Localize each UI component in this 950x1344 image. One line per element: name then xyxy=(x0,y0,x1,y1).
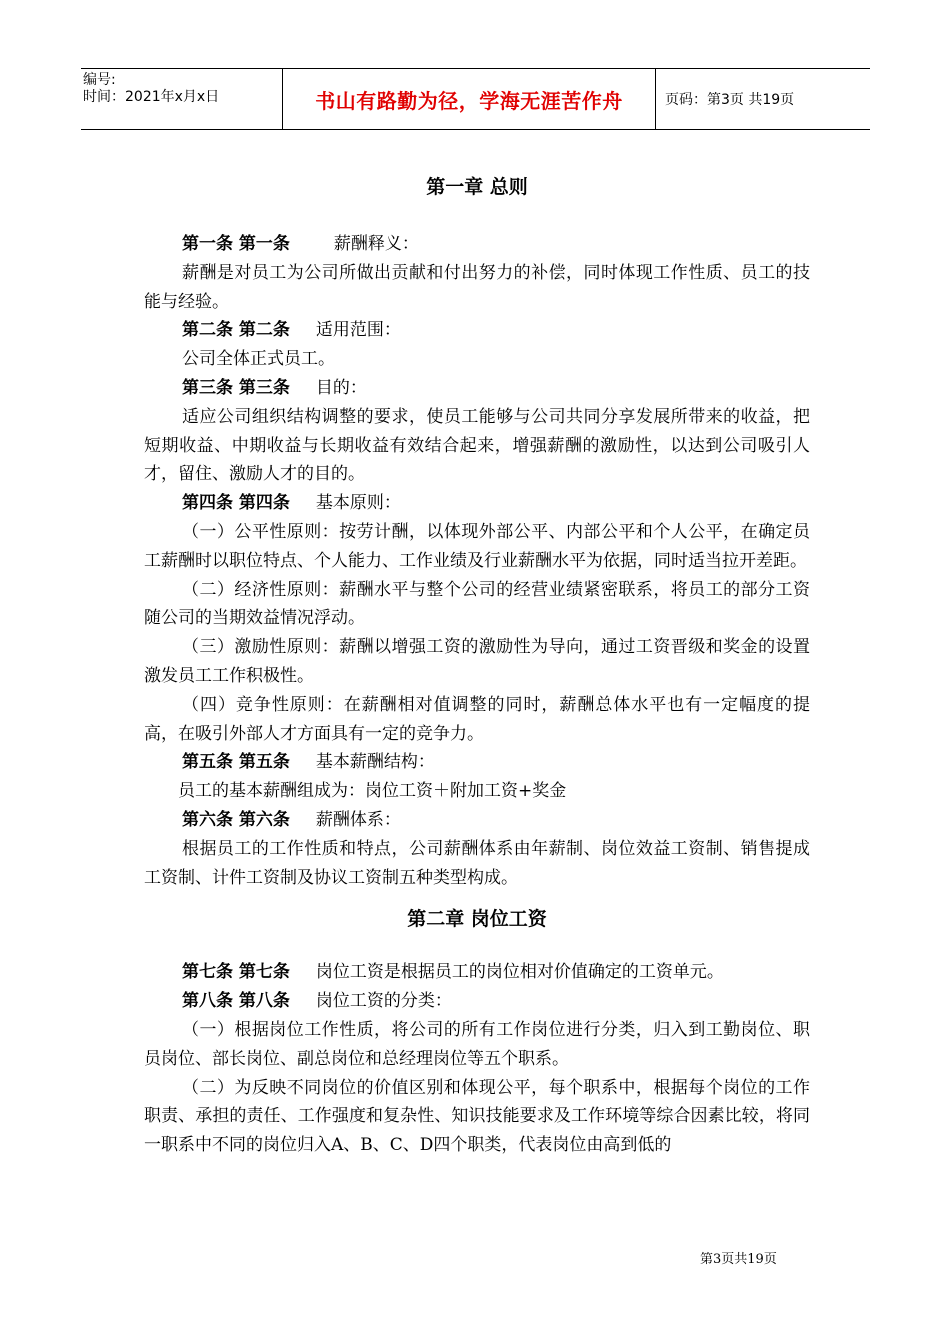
article-body: 薪酬是对员工为公司所做出贡献和付出努力的补偿，同时体现工作性质、员工的技能与经验。 xyxy=(144,262,810,312)
article-heading xyxy=(144,958,810,987)
article-label: 第三条 第三条 xyxy=(182,377,290,398)
principle-item: （一）公平性原则：按劳计酬，以体现外部公平、内部公平和个人公平，在确定员工薪酬时以职位特点、个人能力、工作业绩及行业薪酬水平为依据，同时适当拉开差距。 xyxy=(144,521,810,571)
article-heading-text: 适用范围： xyxy=(315,320,401,341)
article-heading xyxy=(144,316,810,345)
article-heading xyxy=(144,489,810,518)
principle-item: （二）经济性原则：薪酬水平与整个公司的经营业绩紧密联系，将员工的部分工资随公司的当期效益情况浮动。 xyxy=(144,579,810,629)
article-label: 第一条 第一条 xyxy=(182,234,290,254)
page-footer: 第3页共19页 xyxy=(700,1252,777,1267)
header-meta xyxy=(81,69,282,129)
article-heading xyxy=(144,748,810,777)
article-label: 第二条 第二条 xyxy=(182,320,290,341)
principle-item: （三）激励性原则：薪酬以增强工资的激励性为导向，通过工资晋级和奖金的设置激发员工工作积极性。 xyxy=(144,637,810,686)
page-header xyxy=(81,68,870,130)
article-heading-text: 薪酬体系： xyxy=(315,809,401,830)
principle-item: （四）竞争性原则：在薪酬相对值调整的同时，薪酬总体水平也有一定幅度的提高，在吸引外部人才方面具有一定的竞争力。 xyxy=(144,694,810,744)
article-label: 第四条 第四条 xyxy=(182,493,290,514)
article-heading xyxy=(144,374,810,403)
article-label: 第八条 第八条 xyxy=(182,991,290,1012)
document-body xyxy=(144,170,810,1160)
header-motto: 书山有路勤为径，学海无涯苦作舟 xyxy=(315,88,623,113)
article-body: 根据员工的工作性质和特点，公司薪酬体系由年薪制、岗位效益工资制、销售提成工资制、计件工资制及协议工资制五种类型构成。 xyxy=(144,838,810,888)
classification-item: （二）为反映不同岗位的价值区别和体现公平，每个职系中，根据每个岗位的工作职责、承担的责任、工作强度和复杂性、知识技能要求及工作环境等综合因素比较，将同一职系中不同的岗位归入A、B、C、D四个职类，代表岗位由高到低的 xyxy=(144,1077,810,1156)
article-label: 第六条 第六条 xyxy=(182,809,290,830)
article-heading xyxy=(144,987,810,1016)
article-heading xyxy=(144,230,810,259)
header-page-info: 页码：第3页 共19页 xyxy=(665,92,795,108)
article-body: 适应公司组织结构调整的要求，使员工能够与公司共同分享发展所带来的收益，把短期收益、中期收益与长期收益有效结合起来，增强薪酬的激励性，以达到公司吸引人才，留住、激励人才的目的。 xyxy=(144,406,810,485)
time-label: 时间：2021年x月x日 xyxy=(83,89,220,105)
article-heading-text: 基本薪酬结构： xyxy=(315,752,435,773)
article-body: 员工的基本薪酬组成为：岗位工资＋附加工资+奖金 xyxy=(178,781,567,802)
article-heading-text: 岗位工资是根据员工的岗位相对价值确定的工资单元。 xyxy=(315,962,724,983)
classification-item: （一）根据岗位工作性质，将公司的所有工作岗位进行分类，归入到工勤岗位、职员岗位、部长岗位、副总岗位和总经理岗位等五个职系。 xyxy=(144,1019,810,1069)
article-heading-text: 基本原则： xyxy=(315,493,401,514)
article-heading-text: 岗位工资的分类： xyxy=(315,991,452,1012)
article-heading-text: 薪酬释义： xyxy=(333,234,419,254)
chapter-title: 第二章 岗位工资 xyxy=(407,908,547,931)
article-heading-text: 目的： xyxy=(315,377,367,398)
article-body: 公司全体正式员工。 xyxy=(182,349,335,370)
article-heading xyxy=(144,806,810,835)
header-motto-cell xyxy=(282,69,656,129)
article-label: 第七条 第七条 xyxy=(182,962,290,983)
number-label: 编号: xyxy=(83,72,116,88)
article-label: 第五条 第五条 xyxy=(182,752,290,773)
chapter-title: 第一章 总则 xyxy=(426,176,528,198)
